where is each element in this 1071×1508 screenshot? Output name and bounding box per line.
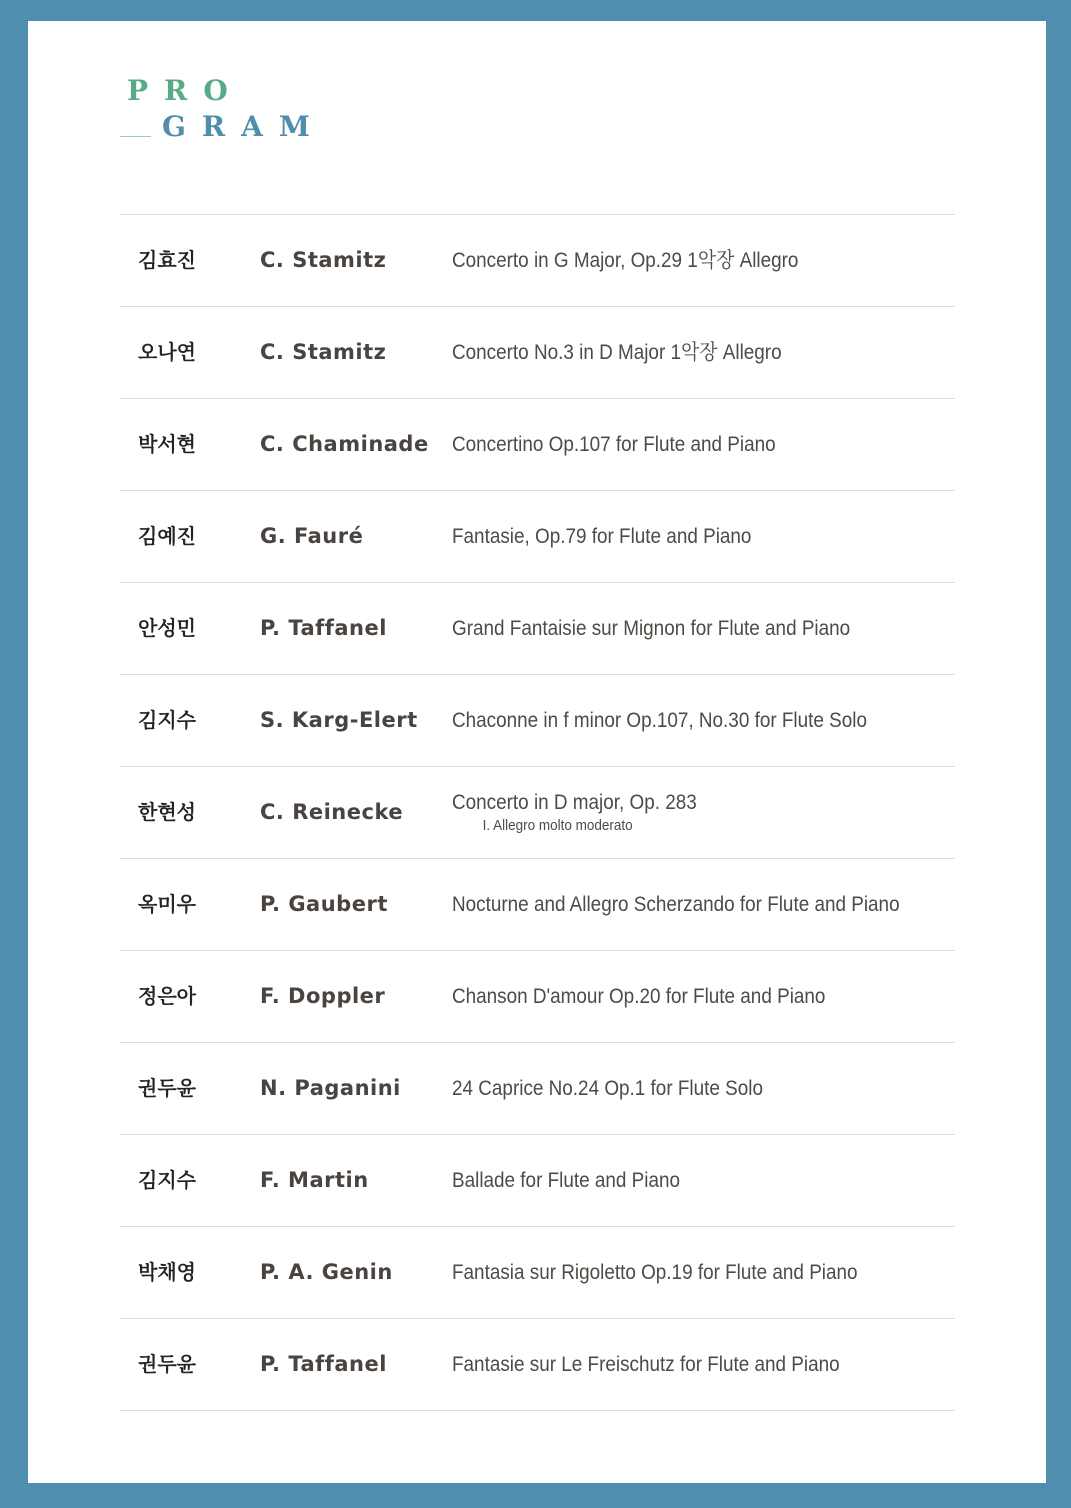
work-info bbox=[452, 859, 952, 950]
composer-name: P. A. Genin bbox=[260, 1260, 393, 1284]
performer-name: 오나연 bbox=[138, 340, 196, 364]
performer-name: 김지수 bbox=[138, 708, 196, 732]
work-title: Ballade for Flute and Piano bbox=[452, 1168, 681, 1192]
performer-name: 옥미우 bbox=[138, 892, 196, 916]
performer-name: 김예진 bbox=[138, 524, 196, 548]
work-title: Concertino Op.107 for Flute and Piano bbox=[452, 432, 776, 456]
work-info bbox=[452, 951, 952, 1042]
composer-name: P. Taffanel bbox=[260, 616, 387, 640]
composer-name: N. Paganini bbox=[260, 1076, 401, 1100]
program-list bbox=[120, 214, 955, 1411]
work-title: Chanson D'amour Op.20 for Flute and Piano bbox=[452, 984, 826, 1008]
performer-name: 권두윤 bbox=[138, 1076, 196, 1100]
performer-name: 김지수 bbox=[138, 1168, 196, 1192]
program-row bbox=[120, 1043, 955, 1135]
performer-name: 안성민 bbox=[138, 616, 196, 640]
program-row bbox=[120, 951, 955, 1043]
work-info bbox=[452, 1227, 952, 1318]
work-movement: I. Allegro molto moderato bbox=[482, 816, 633, 834]
performer-name: 김효진 bbox=[138, 248, 196, 272]
program-page bbox=[28, 21, 1046, 1483]
composer-name: G. Fauré bbox=[260, 524, 364, 548]
work-info bbox=[452, 1319, 952, 1410]
work-info bbox=[452, 215, 952, 306]
work-info bbox=[452, 307, 952, 398]
composer-name: P. Taffanel bbox=[260, 1352, 387, 1376]
work-title: Fantasia sur Rigoletto Op.19 for Flute and Piano bbox=[452, 1260, 858, 1284]
composer-name: C. Stamitz bbox=[260, 248, 387, 272]
composer-name: F. Doppler bbox=[260, 984, 386, 1008]
work-title: Concerto No.3 in D Major 1악장 Allegro bbox=[452, 340, 782, 364]
program-row bbox=[120, 491, 955, 583]
program-row bbox=[120, 859, 955, 951]
program-row bbox=[120, 675, 955, 767]
composer-name: C. Reinecke bbox=[260, 800, 404, 824]
program-title-line2: GRAM bbox=[162, 110, 326, 143]
program-row bbox=[120, 1227, 955, 1319]
composer-name: C. Chaminade bbox=[260, 432, 429, 456]
work-info bbox=[452, 491, 952, 582]
program-title-line1: PRO bbox=[127, 74, 244, 107]
work-info bbox=[452, 767, 952, 858]
program-row bbox=[120, 767, 955, 859]
work-title: Fantasie sur Le Freischutz for Flute and Piano bbox=[452, 1352, 840, 1376]
program-row bbox=[120, 215, 955, 307]
performer-name: 정은아 bbox=[138, 984, 196, 1008]
work-info bbox=[452, 1043, 952, 1134]
program-row bbox=[120, 1319, 955, 1411]
work-info bbox=[452, 675, 952, 766]
composer-name: C. Stamitz bbox=[260, 340, 387, 364]
program-title bbox=[28, 21, 428, 181]
work-title: Grand Fantaisie sur Mignon for Flute and Piano bbox=[452, 616, 851, 640]
composer-name: P. Gaubert bbox=[260, 892, 388, 916]
work-info bbox=[452, 399, 952, 490]
work-title: Concerto in D major, Op. 283 bbox=[452, 790, 697, 814]
composer-name: F. Martin bbox=[260, 1168, 369, 1192]
program-row bbox=[120, 307, 955, 399]
performer-name: 권두윤 bbox=[138, 1352, 196, 1376]
program-row bbox=[120, 399, 955, 491]
work-title: 24 Caprice No.24 Op.1 for Flute Solo bbox=[452, 1076, 763, 1100]
work-title: Chaconne in f minor Op.107, No.30 for Flute Solo bbox=[452, 708, 867, 732]
performer-name: 박채영 bbox=[138, 1260, 196, 1284]
work-title: Nocturne and Allegro Scherzando for Flute and Piano bbox=[452, 892, 900, 916]
composer-name: S. Karg-Elert bbox=[260, 708, 418, 732]
program-row bbox=[120, 583, 955, 675]
program-row bbox=[120, 1135, 955, 1227]
work-title: Fantasie, Op.79 for Flute and Piano bbox=[452, 524, 752, 548]
work-info bbox=[452, 583, 952, 674]
work-title: Concerto in G Major, Op.29 1악장 Allegro bbox=[452, 248, 799, 272]
performer-name: 박서현 bbox=[138, 432, 196, 456]
title-divider bbox=[120, 136, 151, 137]
work-info bbox=[452, 1135, 952, 1226]
performer-name: 한현성 bbox=[138, 800, 196, 824]
